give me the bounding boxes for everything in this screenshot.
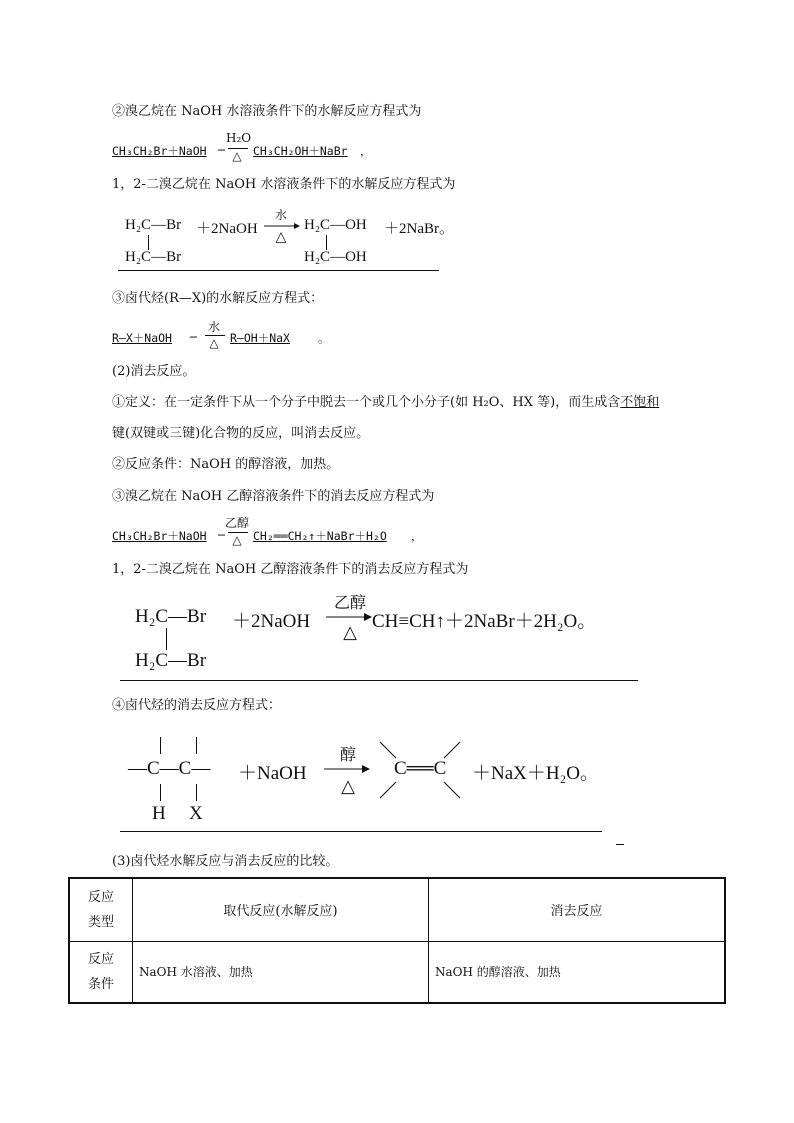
eq3-cond-top: 水 [207,320,220,334]
dash-mark [616,844,624,845]
table-row-cell-2: NaOH 水溶液、加热 [133,941,429,1003]
eq3-dash: ─ [190,330,197,344]
eq5-cond-top: 乙醇 [333,593,366,612]
eq2-cond-top: 水 [274,208,287,222]
table-header-cell-1: 反应 类型 [69,878,133,941]
eq4-cond-top: 乙醇 [224,516,249,530]
eq5-product: CH≡CH↑＋2NaBr＋2H₂O。 [372,611,597,632]
eq5-underline [120,680,638,681]
eq2-bottom-right: H₂C—OH [304,249,367,265]
eq2-bottom-left: H₂C—Br [125,249,182,265]
eq6-cond-bottom: △ [341,776,355,797]
eq6-cond-top: 醇 [339,745,356,764]
eq6-bond-up-1 [160,737,161,754]
eq6-bond-down-1 [160,784,161,801]
table-row [69,941,725,1003]
eq4-tail: ， [411,529,423,543]
eq6-arrow [324,764,370,774]
table-row-cell-1: 反应 条件 [69,941,133,1003]
table-header-cell-3: 消去反应 [429,878,726,941]
eq5-arrow [326,612,372,622]
eq2-top-left: H₂C—Br [125,217,182,233]
eq4-right: CH₂══CH₂↑＋NaBr＋H₂O [253,529,387,543]
eq3-left: R—X＋NaOH [112,331,172,345]
text-line-7: (2)消去反应。 [112,364,196,379]
eq2-reagent: ＋2NaOH [196,221,258,237]
table-header-row [69,878,725,941]
eq1-right: CH₃CH₂OH＋NaBr [253,144,348,158]
eq6-alkene: C══C [394,758,447,779]
eq6-bond-down-2 [196,784,197,801]
text-line-11: ③溴乙烷在 NaOH 乙醇溶液条件下的消去反应方程式为 [112,489,435,504]
eq6-chain: —C—C— [128,758,211,779]
text-line-13: 1，2-二溴乙烷在 NaOH 乙醇溶液条件下的消去反应方程式为 [112,562,469,577]
eq5-bond [166,628,167,650]
eq2-bond-right [326,235,327,250]
eq1-left: CH₃CH₂Br＋NaOH [112,144,207,158]
eq6-h: H [152,803,166,824]
eq4-dash: ─ [218,528,225,542]
eq5-reagent: ＋2NaOH [232,611,311,632]
eq2-top-right: H₂C—OH [304,217,367,233]
eq5-cond-bottom: △ [343,622,357,643]
table-header-cell-2: 取代反应(水解反应) [133,878,429,941]
text-line-8: ①定义：在一定条件下从一个分子中脱去一个或几个小分子(如 H₂O、HX 等)，而生成含不饱和 [112,395,660,410]
eq6-product: ＋NaX＋H₂O。 [472,763,599,784]
text-line-10: ②反应条件：NaOH 的醇溶液，加热。 [112,457,340,472]
eq6-x: X [189,803,203,824]
eq5-top-left: H₂C—Br [135,606,207,627]
eq2-underline [118,270,439,271]
eq1-tail: ， [360,144,372,158]
eq4-left: CH₃CH₂Br＋NaOH [112,529,207,543]
eq6-underline [120,831,602,832]
eq3-tail: 。 [318,331,330,345]
eq2-product: ＋2NaBr。 [384,221,454,237]
eq6-bond-up-2 [196,737,197,754]
comparison-table [68,877,726,1004]
eq6-reagent: ＋NaOH [238,763,307,784]
eq2-bond-left [148,235,149,250]
eq5-bottom-left: H₂C—Br [135,650,207,671]
text-line-5: ③卤代烃(R—X)的水解反应方程式： [112,291,324,306]
eq1-dash: ─ [218,143,225,157]
text-line-1: ②溴乙烷在 NaOH 水溶液条件下的水解反应方程式为 [112,104,422,119]
eq4-cond-bottom: △ [232,533,242,547]
eq3-cond-bottom: △ [209,336,219,350]
text-line-9: 键(双键或三键)化合物的反应，叫消去反应。 [112,426,370,441]
eq2-cond-bottom: △ [275,229,287,245]
eq3-right: R—OH＋NaX [230,331,290,345]
text-line-3: 1，2-二溴乙烷在 NaOH 水溶液条件下的水解反应方程式为 [112,177,456,192]
eq1-cond-bottom: △ [232,149,242,163]
eq1-cond-top: H₂O [226,131,252,145]
text-line-15: ④卤代烃的消去反应方程式： [112,698,282,713]
table-row-cell-3: NaOH 的醇溶液、加热 [429,941,726,1003]
text-line-17: (3)卤代烃水解反应与消去反应的比较。 [112,854,339,869]
